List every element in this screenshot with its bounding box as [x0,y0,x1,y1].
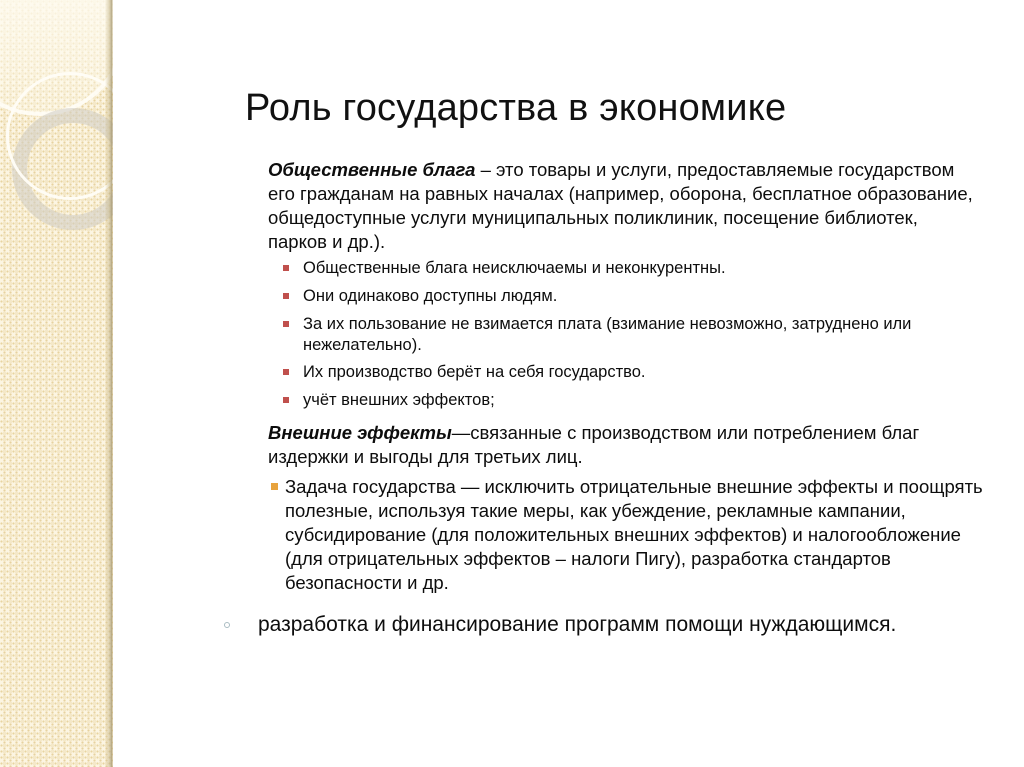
sidebar-edge-divider [105,0,113,767]
externalities-term: Внешние эффекты [268,421,452,443]
square-bullet-icon [283,369,289,375]
list-item [113,258,1024,279]
externalities-bullet-list [113,475,1024,595]
public-goods-definition: – это товары и услуги, предоставляемые государством его гражданам на равных началах (например, оборона, бесплатное образование, общедоступные услуги муниципальных поликлиник, посещение библиотек, парков и др.). [268,159,973,253]
list-item-label: Они одинаково доступны людям. [303,286,558,305]
paragraph-externalities [113,421,1024,469]
slide-content [113,0,1024,767]
list-item [113,390,1024,411]
list-item-label: учёт внешних эффектов; [303,391,495,410]
list-item [113,611,1024,638]
top-level-bullet-list [113,611,1024,638]
list-item-label: разработка и финансирование программ помощи нуждающимся. [258,613,897,637]
list-item [113,286,1024,307]
list-item-label: Задача государства — исключить отрицательные внешние эффекты и поощрять полезные, используя такие меры, как убеждение, рекламные кампании, субсидирование (для положительных внешних эффектов) и налогообложение (для отрицательных эффектов – налоги Пигу), разработка стандартов безопасности и др. [285,475,983,594]
list-item-label: Их производство берёт на себя государство. [303,363,646,382]
list-item-label: Общественные блага неисключаемы и неконкурентны. [303,259,726,278]
square-bullet-icon [271,483,278,490]
square-bullet-icon [283,397,289,403]
public-goods-bullet-list [113,258,1024,411]
list-item [113,475,1024,595]
decorative-sidebar [0,0,113,767]
list-item [113,362,1024,383]
externalities-definition: —связанные с производством или потреблением благ издержки и выгоды для третьих лиц. [268,421,920,467]
list-item [113,314,1024,356]
square-bullet-icon [283,293,289,299]
paragraph-public-goods [113,158,1024,254]
circle-bullet-icon [224,622,230,628]
square-bullet-icon [283,321,289,327]
list-item-label: За их пользование не взимается плата (взимание невозможно, затруднено или нежелательно). [303,314,912,354]
square-bullet-icon [283,265,289,271]
slide-body [113,158,1024,639]
page-title: Роль государства в экономике [245,87,787,130]
public-goods-term: Общественные блага [268,159,476,180]
